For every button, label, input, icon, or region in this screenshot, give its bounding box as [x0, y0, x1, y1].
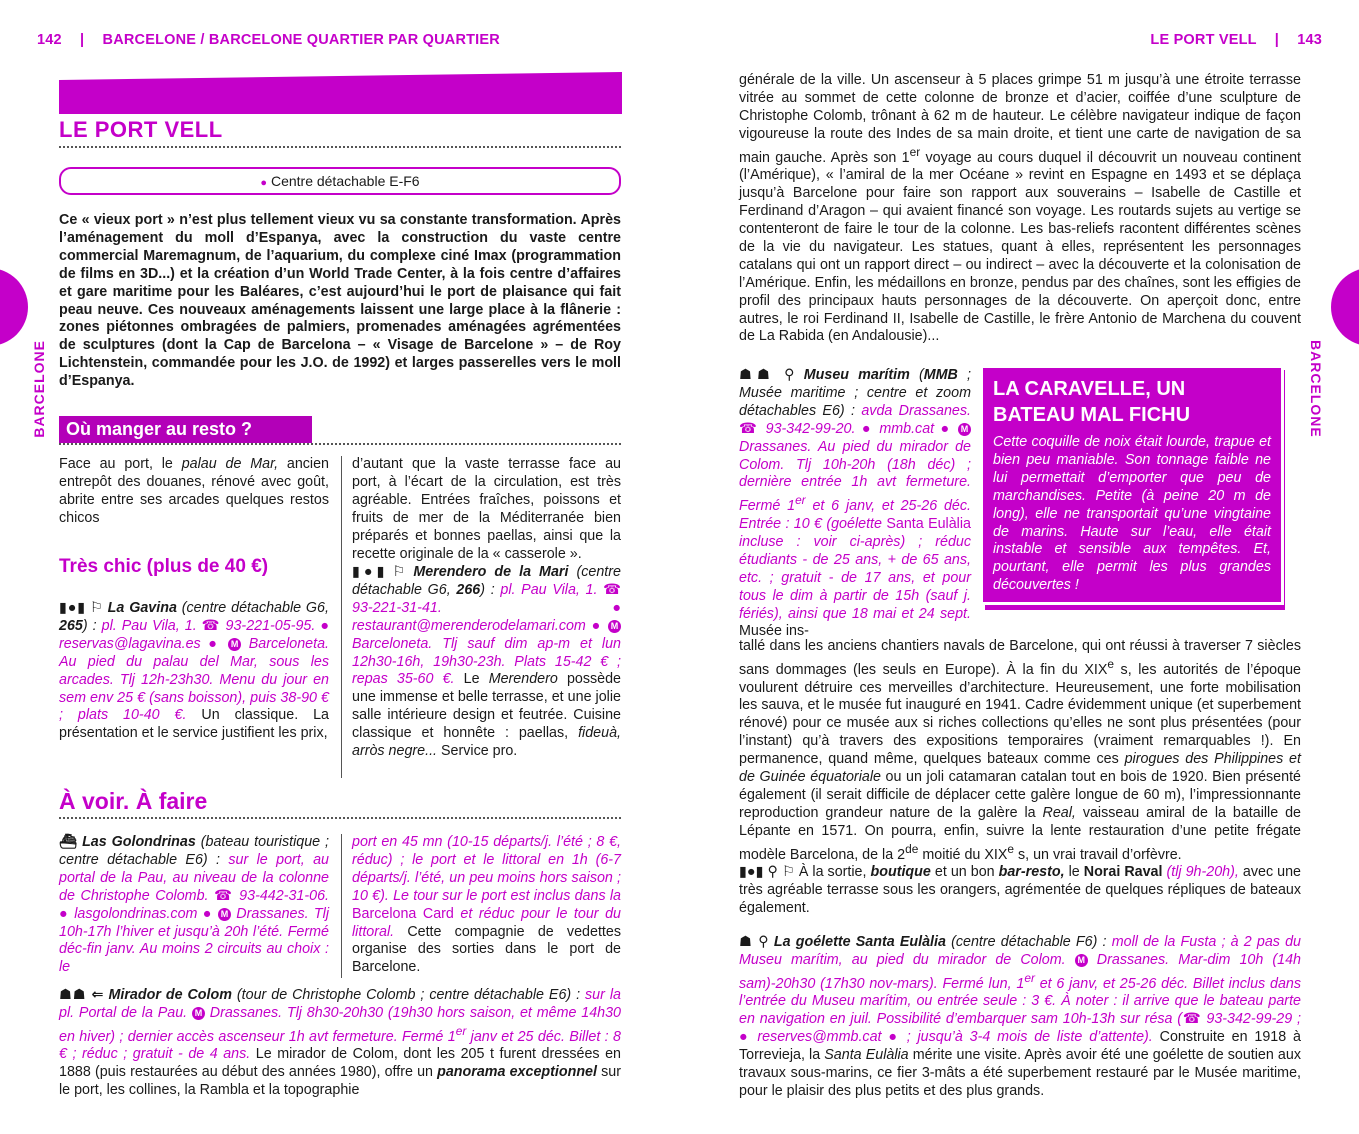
voir-heading-wrap — [59, 788, 621, 819]
running-head-right: LE PORT VELL | 143 — [1150, 32, 1322, 48]
sidebar-box — [980, 365, 1284, 605]
page-number-left: 142 — [37, 32, 62, 48]
running-title-right: LE PORT VELL — [1150, 32, 1257, 48]
sidebar-box-text: Cette coquille de noix était lourde, trapue et bien peu maniable. Son tonnage faible ne lui permettait d’emporter que peu de marchandises. Petite (à peine 20 m de long), elle ne transportait qu’une vingtaine de marins. Haute sur l’eau, elle était instable et sensible aux tempêtes. Et, pourtant, elle permit les plus grandes découvertes ! — [993, 434, 1271, 594]
mirador-continued: générale de la ville. Un ascenseur à 5 places grimpe 51 m jusqu’à une étroite terrasse vitrée au sommet de cette colonne de bronze et d’acier, coiffée d’une sculpture de Christophe Colomb, trônant à 62 m de hauteur. Le célèbre navigateur indique de façon vigoureuse la route des Indes de sa main droite, et tient une carte de navigation de sa main gauche. Après son 1er voyage au cours duquel il découvrit un nouveau continent (l’Amérique), « l’amiral de la mer Océane » revint en Espagne en 1493 et se déplaça jusqu’à Barcelone pour faire son rapport aux souverains – Isabelle de Castille et Ferdinand d’Aragon – qui avaient financé son voyage. Les routards sujets au vertige se contenteront de faire le tour de la colonne. Les bas-reliefs racontent différentes scènes de la vie du navigateur. Les statues, quant à elles, représentent les personnages catalans qui ont un rapport direct – ou indirect – avec la découverte et la colonisation de l’Amérique. Enfin, les médaillons en bronze, pendus par des chaînes, sont les effigies de profil des principaux hauts personnages de la découverte. On aperçoit donc, entre autres, le roi Ferdinand II, Isabelle de Castille, le frère Antonio de Marchena du couvent de La Rabida (en Andalousie)... — [739, 72, 1301, 345]
museu-entry: ☗☗ ⚲ Museu marítim (MMB ; Musée maritime ; centre et zoom détachables E6) : avda Drassanes. ☎ 93-342-99-20. ● mmb.cat ● M Drassanes. Au pied du mirador de Colom. Tlj 10h-20h (18h déc) ; dernière entrée 1h avt fermeture. Fermé 1er et 6 janv, et 25-26 déc. Entrée : 10 € (goélette Santa Eulàlia incluse : voir ci-après) ; réduc étudiants - de 25 ans, + de 65 ans, etc. ; gratuit - de 17 ans, et pour tous le dim à partir de 15h (sauf j. fériés), ainsi que 18 mai et 24 sept. Musée ins- — [739, 367, 971, 640]
running-head-left: 142 | BARCELONE / BARCELONE QUARTIER PAR QUARTIER — [37, 32, 500, 48]
golondrinas-entry-2: port en 45 mn (10-15 départs/j. l’été ; 8 €, réduc) ; le port et le littoral en 1h (6-7 départs/j. l’été, un peu moins hors saison ; 10 €). Le tour sur le port est inclus dans la Barcelona Card et réduc pour le tour du littoral. Cette compagnie de vedettes organise des sorties dans le port de Barcelone. — [352, 834, 621, 976]
merendero-entry: ▮●▮ ⚐ Merendero de la Mari (centre détachable G6, 266) : pl. Pau Vila, 1. ☎ 93-221-31-41. ● restaurant@merenderodelamari.com ● M Barceloneta. Tlj sauf dim ap-m et lun 12h30-16h, 19h30-23h. Plats 15-42 € ; repas 35-60 €. Le Merendero possède une immense et belle terrasse, et une jolie salle intérieure design et feutrée. Cuisine classique et honnête : paellas, fideuà, arròs negre... Service pro. — [352, 564, 622, 760]
golondrinas-entry-1: ⛴ Las Golondrinas (bateau touristique ; centre détachable E6) : sur le port, au portal de la Pau, au niveau de la colonne de Christophe Colomb. ☎ 93-442-31-06. ● lasgolondrinas.com ● M Drassanes. Tlj 10h-17h l’hiver et jusqu’à 20h l’été. Fermé déc-fin janv. Au moins 2 circuits au choix : le — [59, 834, 329, 976]
voir-heading: À voir. À faire — [59, 788, 208, 814]
map-ref: Centre détachable E-F6 — [270, 173, 420, 189]
section-title-wrap — [59, 117, 621, 149]
resto-heading: Où manger au resto ? — [59, 416, 312, 443]
col-divider-2 — [341, 834, 342, 978]
resto-intro-col1: Face au port, le palau de Mar, ancien entrepôt des douanes, rénové avec goût, abrite entre ses arcades quelques restos chicos — [59, 456, 330, 526]
museu-text: tallé dans les anciens chantiers navals de Barcelone, qui ont réussi à traverser 7 siècles sans dommages (les seuls en Europe). À la fin du XIXe s, les autorités de l’époque voulurent détruire ces merveilles d’architecture. Heureusement, une forte mobilisation les sauva, et le musée fut inauguré en 1941. Cadre évidemment unique (et superbement rénové) pour ce musée aux si riches collections qu’elles ne sont plus présentées (pour l’instant) qu’à travers des expositions temporaires (vraiment remarquables !). En permanence, quand même, quelques bateaux comme ces pirogues des Philippines et de Guinée équatoriale ou un joli catamaran catalan tout en bois de 1920. Bien présenté également (il serait difficile de déplacer cette galère longue de 60 m), l’impressionnante reproduction grandeur nature de la galère la Real, vaisseau amiral de la bataille de Lépante en 1571. On pourra, enfin, suivre la lente restauration d’une petite frégate modèle Barcelona, de la 2de moitié du XIXe s, un vrai travail d’orfèvre. ▮●▮ ⚲ ⚐ À la sortie, boutique et un bon bar-resto, le Norai Raval (tlj 9h-20h), avec une très agréable terrasse sous les orangers, agrémentée de quelques répliques de bateaux également. — [739, 638, 1301, 917]
col-divider — [341, 456, 342, 778]
intro-paragraph: Ce « vieux port » n’est plus tellement vieux vu sa constante transformation. Après l’aménagement du moll d’Espanya, avec la construction du vaste centre commercial Maremagnum, de l’aquarium, du complexe ciné Imax (programmation de films en 3D...) et la création d’un World Trade Center, à la fois centre d’affaires et gare maritime pour les Baléares, c’est aujourd’hui le port de plaisance qui fait peau neuve. Ces nouveaux aménagements laissent une large place à la flânerie : zones piétonnes ombragées de palmiers, promenades aménagées agrémentées de sculptures (dont la Cap de Barcelona – « Visage de Barcelone » – de Roy Lichtenstein, commandée pour les J.O. de 1992) et larges passerelles vers le moll d’Espanya. — [59, 212, 621, 390]
side-label-right: BARCELONE — [1308, 340, 1324, 438]
gavina-entry: ▮●▮ ⚐ La Gavina (centre détachable G6, 265) : pl. Pau Vila, 1. ☎ 93-221-05-95. ● reservas@lagavina.es ● M Barceloneta. Au pied du palau del Mar, sous les arcades. Tlj 12h-23h30. Menu du jour en sem env 25 € (sans boisson), puis 38-90 € ; plats 10-40 €. Un classique. La présentation et le service justifient les prix, — [59, 600, 329, 742]
sidebar-box-title: LA CARAVELLE, UN BATEAU MAL FICHU — [993, 378, 1191, 426]
divider — [59, 443, 621, 445]
side-tab-right — [1331, 268, 1359, 346]
price-heading: Très chic (plus de 40 €) — [59, 556, 269, 577]
running-title-left: BARCELONE / BARCELONE QUARTIER PAR QUARTIER — [102, 32, 500, 48]
goelette-entry: ☗ ⚲ La goélette Santa Eulàlia (centre détachable F6) : moll de la Fusta ; à 2 pas du Museu marítim, au pied du mirador de Colom. M Drassanes. Mar-dim 10h (14h sam)-20h30 (17h30 nov-mars). Fermé lun, 1er et 6 janv, et 25-26 déc. Billet inclus dans l’entrée du Museu marítim, ou entrée seule : 3 €. À noter : il arrive que le bateau parte en navigation en juil. Possibilité d’embarquer sam 10h-13h sur résa (☎ 93-342-99-29 ; ● reserves@mmb.cat ● ; jusqu’à 3-4 mois de liste d’attente). Construite en 1918 à Torrevieja, la Santa Eulàlia mérite une visite. Après avoir été une goélette de soutien aux travaux sous-marins, ce fier 3-mâts a été superbement restauré par le Musée maritime, pour le plaisir des plus petits et des plus grands. — [739, 934, 1302, 1100]
mirador-entry: ☗☗ ⇐ Mirador de Colom (tour de Christophe Colomb ; centre détachable E6) : sur la pl. Portal de la Pau. M Drassanes. Tlj 8h30-20h30 (19h30 hors saison, et même 14h30 en hiver) ; dernier accès ascenseur 1h avt fermeture. Fermé 1er janv et 25 déc. Billet : 8 € ; réduc ; gratuit - de 4 ans. Le mirador de Colom, dont les 205 t furent dressées en 1888 (puis restaurées au début des années 1980), offre un panorama exceptionnel sur le port, les collines, la Rambla et la topographie — [59, 987, 622, 1099]
title-banner — [59, 72, 622, 114]
page-number-right: 143 — [1297, 32, 1322, 48]
map-ref-box: ● Centre détachable E-F6 — [59, 167, 621, 195]
section-title: LE PORT VELL — [59, 117, 223, 142]
resto-intro-col2: d’autant que la vaste terrasse face au port, à l’écart de la circulation, est très agréable. Entrées fraîches, poissons et fruits de mer de la Méditerranée bien préparés et bonnes paellas, ainsi que la recette originale de la « casserole ». — [352, 456, 621, 562]
side-tab-left — [0, 268, 28, 346]
side-label-left: BARCELONE — [31, 340, 47, 438]
